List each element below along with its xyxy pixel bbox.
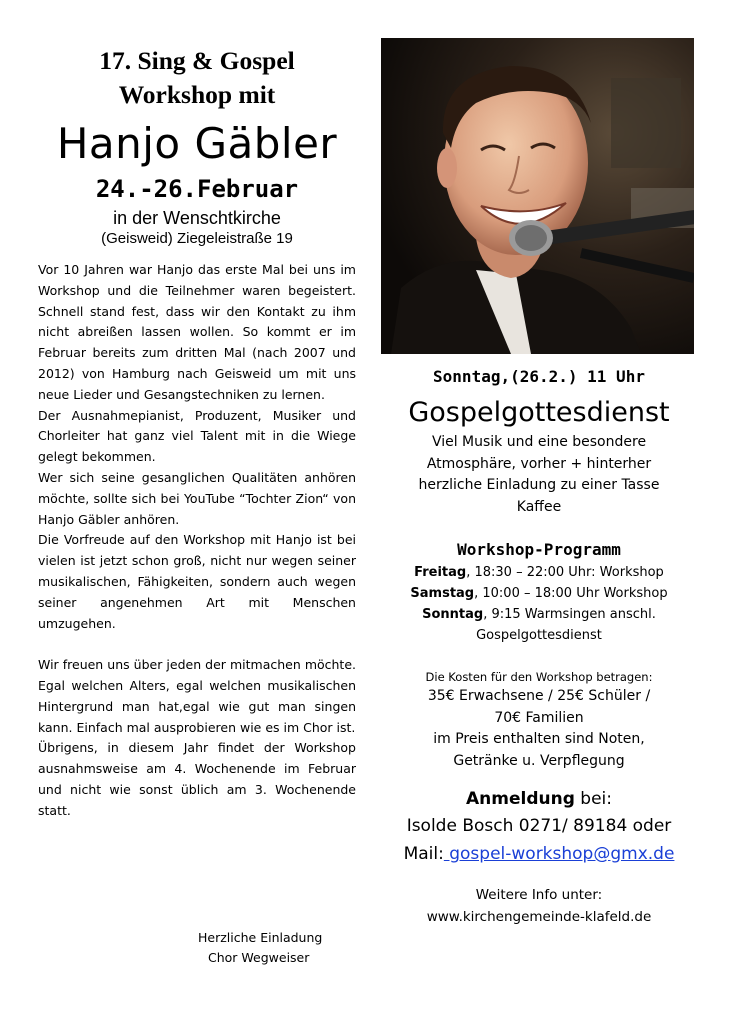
paragraph-intro: Vor 10 Jahren war Hanjo das erste Mal bei uns im Workshop und die Teilnehmer waren begeistert. Schnell stand fest, dass wir den Kontakt zu ihm nicht abreißen lassen wollen. So kommt er im Februar bereits zum dritten Mal (nach 2007 und 2012) von Hamburg nach Geisweid um mit uns neue Lieder und Gesangstechniken zu lernen. [38,262,356,402]
program-text: , 10:00 – 18:00 Uhr Workshop [474,586,668,601]
left-column [38,44,356,822]
signoff-greeting: Herzliche Einladung [198,930,323,945]
title-line-1: 17. Sing & Gospel [99,46,295,75]
paragraph-invitation: Wir freuen uns über jeden der mitmachen möchte. Egal welchen Alters, egal welchen musikalischen Hintergrund man hat,egal wie gut man singen kann. Einfach mal ausprobieren wie es im Chor ist. [38,657,356,735]
registration-mail [376,840,702,868]
more-info [376,884,702,928]
program-sunday-line2: Gospelgottesdienst [476,628,602,643]
cost-line: 35€ Erwachsene / 25€ Schüler / [427,688,651,704]
program-day: Freitag [414,565,467,580]
service-time: Sonntag,(26.2.) 11 Uhr [433,367,645,386]
signoff [38,928,356,968]
service-line: Kaffee [516,498,562,515]
service-title: Gospelgottesdienst [408,397,670,428]
signoff-choir: Chor Wegweiser [208,950,310,965]
service-line: herzliche Einladung zu einer Tasse [418,477,660,493]
cost-line: im Preis enthalten sind Noten, [433,731,645,747]
venue-address: (Geisweid) Ziegeleistraße 19 [101,230,293,247]
program-sunday [376,604,702,625]
registration-contact: Isolde Bosch 0271/ 89184 oder [406,816,672,836]
artist-name: Hanjo Gäbler [56,119,338,168]
description-text [38,260,356,822]
program-friday [376,562,702,583]
paragraph-date-note: Übrigens, in diesem Jahr findet der Workshop ausnahmsweise am 4. Wochenende im Februar und nicht wie sonst üblich am 3. Wochenende statt. [38,740,356,818]
cost-line: Getränke u. Verpflegung [453,752,625,769]
more-info-label: Weitere Info unter: [475,887,603,903]
right-column [376,362,702,928]
program-saturday [376,583,702,604]
venue: in der Wenschtkirche [113,208,281,228]
program-title: Workshop-Programm [457,540,621,559]
program-text: , 9:15 Warmsingen anschl. [483,607,656,622]
event-dates: 24.-26.Februar [95,175,299,203]
program-day: Sonntag [422,607,484,622]
title-line-2: Workshop mit [118,80,276,109]
costs-intro: Die Kosten für den Workshop betragen: [425,670,653,684]
program-text: , 18:30 – 22:00 Uhr: Workshop [466,565,664,580]
mail-link[interactable]: gospel-workshop@gmx.de [443,844,675,864]
cost-line: 70€ Familien [494,709,584,726]
service-line: Atmosphäre, vorher + hinterher [426,455,652,472]
program-day: Samstag [410,586,475,601]
registration-label-rest: bei: [574,789,612,809]
registration-heading [376,786,702,812]
paragraph-anticipation: Die Vorfreude auf den Workshop mit Hanjo ist bei vielen ist jetzt schon groß, nicht nur wegen seiner musikalischen, Fähigkeiten, sondern auch wegen seiner angenehmen Art mit Menschen umzugehen. [38,532,356,631]
service-line: Viel Musik und eine besondere [431,434,647,450]
mail-label: Mail: [403,844,444,864]
artist-photo [381,38,694,354]
paragraph-pianist: Der Ausnahmepianist, Produzent, Musiker und Chorleiter hat ganz viel Talent mit in die Wiege gelegt bekommen. [38,407,356,465]
registration-label: Anmeldung [466,789,575,809]
service-description [376,432,702,518]
paragraph-youtube: Wer sich seine gesanglichen Qualitäten anhören möchte, sollte sich bei YouTube “Tochter Zion“ von Hanjo Gäbler anhören. [38,469,356,527]
website-link[interactable]: www.kirchengemeinde-klafeld.de [426,909,652,925]
